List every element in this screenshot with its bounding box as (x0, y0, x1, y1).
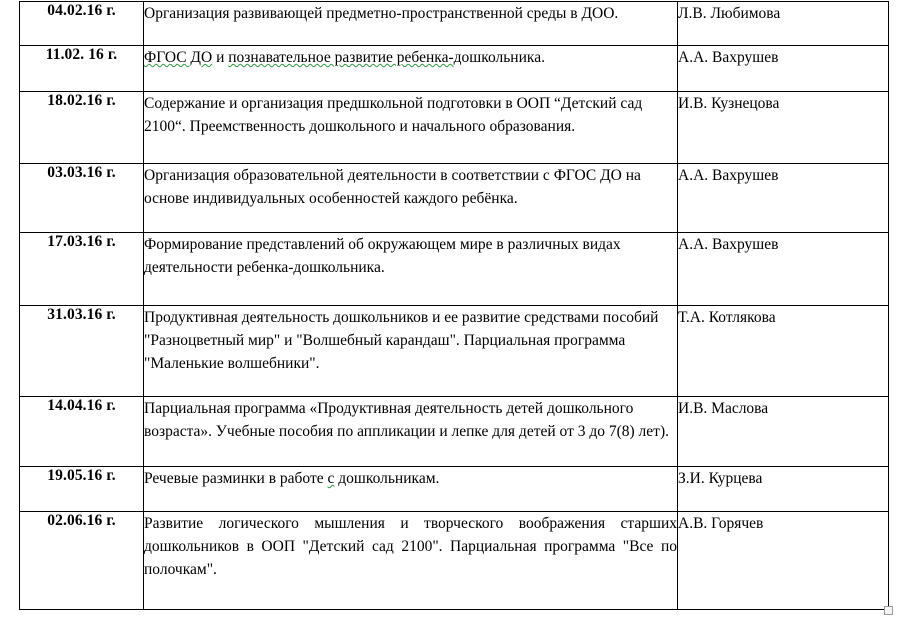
cell-author[interactable]: И.В. Кузнецова (678, 92, 889, 164)
cell-author[interactable]: А.А. Вахрушев (678, 46, 889, 92)
table-row[interactable] (20, 164, 889, 233)
cell-date[interactable]: 18.02.16 г. (20, 92, 144, 164)
table-row[interactable] (20, 46, 889, 92)
spellcheck-span: с (327, 470, 335, 487)
cell-topic[interactable] (144, 46, 678, 92)
cell-topic[interactable]: Организация образовательной деятельности в соответствии с ФГОС ДО на основе индивидуальных особенностей каждого ребёнка. (144, 164, 678, 233)
cell-author[interactable]: А.В. Горячев (678, 512, 889, 610)
cell-topic[interactable]: Речевые разминки в работе с дошкольникам. (144, 467, 678, 512)
spellcheck-span: познавательное развитие ребенка- (228, 49, 454, 66)
table-row[interactable] (20, 2, 889, 46)
table-row[interactable] (20, 467, 889, 512)
cell-date[interactable]: 03.03.16 г. (20, 164, 144, 233)
cell-topic[interactable]: Формирование представлений об окружающем мире в различных видах деятельности ребенка-дошкольника. (144, 233, 678, 306)
cell-author[interactable]: А.А. Вахрушев (678, 164, 889, 233)
cell-topic[interactable]: Продуктивная деятельность дошкольников и ее развитие средствами пособий "Разноцветный мир" и "Волшебный карандаш". Парциальная программа "Маленькие волшебники". (144, 306, 678, 397)
seminar-schedule-table (19, 1, 889, 610)
cell-topic[interactable]: Содержание и организация предшкольной подготовки в ООП “Детский сад 2100“. Преемственность дошкольного и начального образования. (144, 92, 678, 164)
cell-date[interactable]: 17.03.16 г. (20, 233, 144, 306)
cell-author[interactable]: Л.В. Любимова (678, 2, 889, 46)
table-body (20, 2, 889, 610)
table-row[interactable] (20, 92, 889, 164)
cell-date[interactable]: 31.03.16 г. (20, 306, 144, 397)
table-row[interactable] (20, 397, 889, 467)
cell-date[interactable]: 02.06.16 г. (20, 512, 144, 610)
cell-author[interactable]: З.И. Курцева (678, 467, 889, 512)
cell-date[interactable]: 04.02.16 г. (20, 2, 144, 46)
table-row[interactable] (20, 233, 889, 306)
cell-author[interactable]: И.В. Маслова (678, 397, 889, 467)
spellcheck-span: ФГОС ДО (144, 49, 213, 66)
table-resize-handle[interactable] (884, 606, 893, 615)
topic-text-segment: и (212, 49, 229, 66)
cell-topic[interactable]: Парциальная программа «Продуктивная деятельность детей дошкольного возраста». Учебные пособия по аппликации и лепке для детей от 3 до 7(8) лет). (144, 397, 678, 467)
cell-date[interactable]: 14.04.16 г. (20, 397, 144, 467)
schedule-table-container (19, 1, 888, 609)
cell-topic[interactable]: Организация развивающей предметно-пространственной среды в ДОО. (144, 2, 678, 46)
cell-author[interactable]: А.А. Вахрушев (678, 233, 889, 306)
table-row[interactable] (20, 306, 889, 397)
cell-author[interactable]: Т.А. Котлякова (678, 306, 889, 397)
cell-date[interactable]: 19.05.16 г. (20, 467, 144, 512)
table-row[interactable] (20, 512, 889, 610)
topic-text-segment: дошкольника. (453, 49, 545, 66)
cell-date[interactable]: 11.02. 16 г. (20, 46, 144, 92)
cell-topic[interactable]: Развитие логического мышления и творческого воображения старших дошкольников в ООП "Детский сад 2100". Парциальная программа "Все по полочкам". (144, 512, 678, 610)
